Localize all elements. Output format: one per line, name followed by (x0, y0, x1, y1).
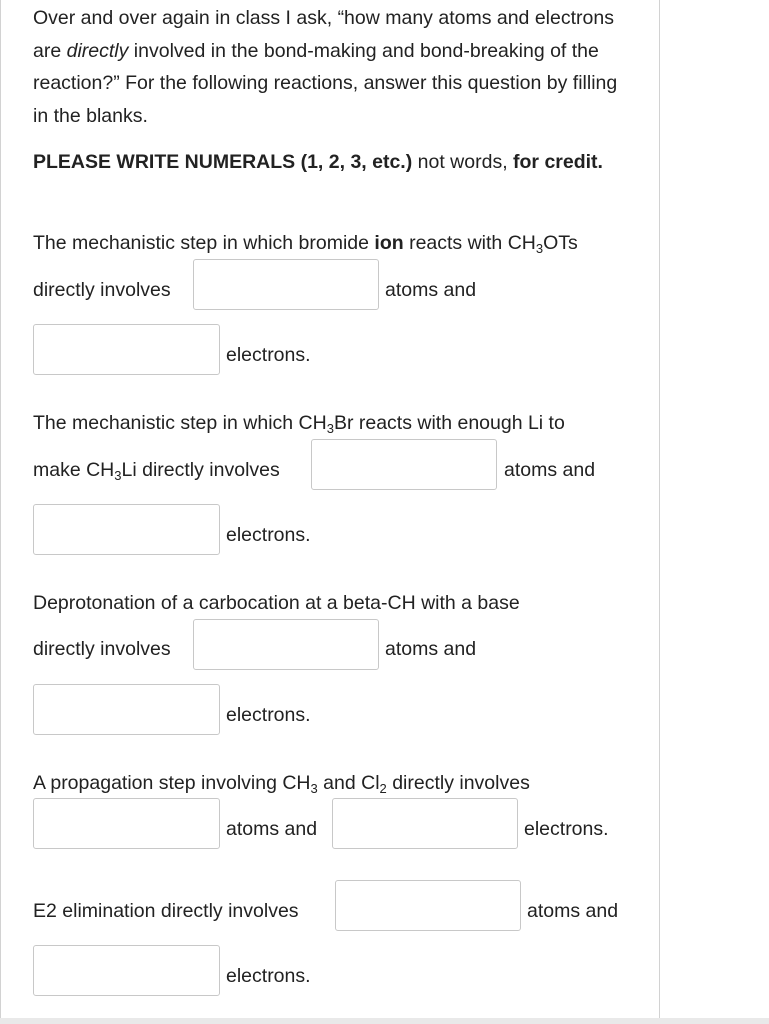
q5-atoms-input[interactable] (335, 880, 521, 931)
q3-atoms-input[interactable] (193, 619, 379, 670)
intro-emphasis: directly (66, 39, 129, 62)
instruction-bold-numerals: PLEASE WRITE NUMERALS (1, 2, 3, etc.) (33, 151, 413, 173)
q4-text-post: directly involves (386, 772, 530, 794)
q3-electrons-label: electrons. (226, 704, 311, 726)
q3-prompt: Deprotonation of a carbocation at a beta-CH with a base (33, 592, 520, 614)
q1-text-post: OTs (543, 232, 578, 254)
q2-electrons-input[interactable] (33, 504, 220, 555)
q1-text-bold: ion (374, 232, 404, 254)
q2-lead (33, 457, 280, 483)
q4-text-mid: and Cl (317, 772, 380, 794)
q5-atoms-label: atoms and (527, 900, 619, 922)
q2-text-post: Br reacts with enough Li to (333, 412, 565, 434)
q5-electrons-label: electrons. (226, 965, 311, 987)
q1-electrons-input[interactable] (33, 324, 220, 375)
q4-atoms-input[interactable] (33, 798, 220, 849)
q4-atoms-label: atoms and (226, 818, 318, 840)
q3-atoms-label: atoms and (385, 638, 477, 660)
q1-subscript: 3 (535, 241, 544, 256)
intro-text-1: Over and over again in class I ask, “how many atoms and electrons are (33, 7, 614, 62)
q4-subscript-2: 2 (379, 781, 387, 796)
instruction-paragraph (33, 146, 633, 179)
instruction-bold-credit: for credit. (513, 151, 603, 173)
q1-lead: directly involves (33, 279, 171, 301)
q2-text-pre: The mechanistic step in which CH (33, 412, 327, 434)
q2-atoms-label: atoms and (504, 459, 596, 481)
q1-atoms-input[interactable] (193, 259, 379, 310)
q2-subscript: 3 (326, 421, 334, 436)
q3-lead: directly involves (33, 638, 171, 660)
q4-electrons-input[interactable] (332, 798, 518, 849)
q1-prompt (33, 230, 578, 256)
q2-lead-post: Li directly involves (121, 459, 280, 481)
q3-electrons-input[interactable] (33, 684, 220, 735)
q1-text-pre: The mechanistic step in which bromide (33, 232, 375, 254)
q4-subscript-1: 3 (310, 781, 318, 796)
q4-electrons-label: electrons. (524, 818, 609, 840)
instruction-middle: not words, (412, 151, 514, 173)
q4-text-pre: A propagation step involving CH (33, 772, 311, 794)
q5-electrons-input[interactable] (33, 945, 220, 996)
intro-paragraph (33, 2, 633, 132)
q1-text-mid: reacts with CH (403, 232, 536, 254)
q2-prompt (33, 410, 565, 436)
q1-atoms-label: atoms and (385, 279, 477, 301)
q2-lead-subscript: 3 (114, 468, 122, 483)
intro-text-2: involved in the bond-making and bond-breaking of the reaction?” For the following reactions, answer this question by filling in the blanks. (33, 39, 618, 127)
q2-lead-pre: make CH (33, 459, 115, 481)
q5-lead: E2 elimination directly involves (33, 900, 299, 922)
q2-atoms-input[interactable] (311, 439, 497, 490)
q2-electrons-label: electrons. (226, 524, 311, 546)
q1-electrons-label: electrons. (226, 344, 311, 366)
bottom-scroll-edge (0, 1018, 769, 1024)
q4-prompt (33, 770, 530, 796)
